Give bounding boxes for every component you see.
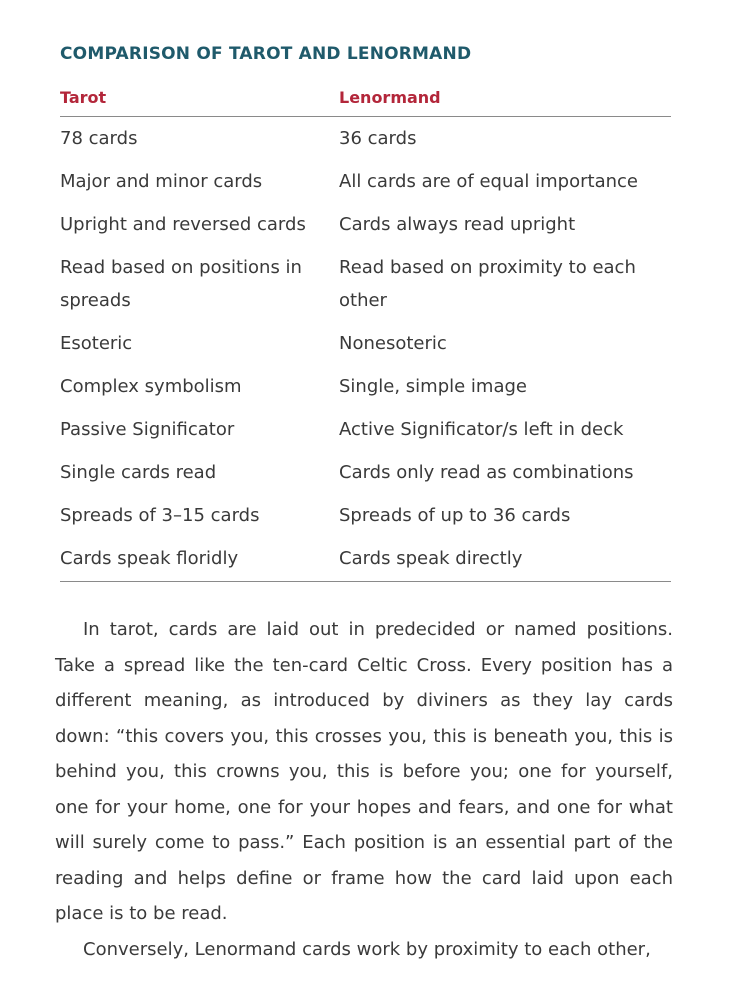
table-cell-lenormand: Single, simple image [339, 376, 527, 397]
table-row [60, 165, 671, 208]
table-cell-tarot: Passive Significator [60, 419, 235, 440]
table-row [60, 117, 671, 166]
table-row [60, 542, 671, 582]
table-row [60, 327, 671, 370]
table-header-row [60, 80, 671, 117]
table-cell-lenormand: Spreads of up to 36 cards [339, 505, 571, 526]
body-paragraph: In tarot, cards are laid out in predecided or named positions. Take a spread like the ten-card Celtic Cross. Every position has a different meaning, as introduced by diviners as they lay cards down: “this covers you, this crosses you, this is beneath you, this is behind you, this crowns you, this is before you; one for yourself, one for your home, one for your hopes and fears, and one for what will surely come to pass.” Each position is an essential part of the reading and helps define or frame how the card laid upon each place is to be read. [55, 619, 673, 924]
table-cell-lenormand: 36 cards [339, 128, 417, 149]
table-row [60, 413, 671, 456]
body-paragraph: Conversely, Lenormand cards work by proximity to each other, [83, 938, 651, 960]
table-cell-tarot: Read based on positions in spreads [60, 257, 302, 311]
column-header-lenormand: Lenormand [339, 80, 671, 117]
table-cell-lenormand: Cards only read as combinations [339, 462, 634, 483]
table-row [60, 456, 671, 499]
table-cell-tarot: Single cards read [60, 462, 217, 483]
table-cell-lenormand: All cards are of equal importance [339, 171, 638, 192]
column-header-tarot: Tarot [60, 80, 339, 117]
table-cell-lenormand: Read based on proximity to each other [339, 257, 636, 311]
table-cell-lenormand: Cards speak directly [339, 542, 671, 582]
table-row [60, 499, 671, 542]
table-cell-tarot: Esoteric [60, 333, 133, 354]
table-cell-tarot: 78 cards [60, 128, 138, 149]
table-title: COMPARISON OF TAROT AND LENORMAND [60, 44, 472, 64]
comparison-table [60, 80, 671, 582]
table-cell-tarot: Cards speak floridly [60, 542, 339, 582]
body-text [55, 612, 673, 967]
table-cell-lenormand: Active Significator/s left in deck [339, 419, 624, 440]
table-cell-tarot: Spreads of 3–15 cards [60, 505, 260, 526]
table-row [60, 251, 671, 327]
table-cell-lenormand: Nonesoteric [339, 333, 447, 354]
table-cell-tarot: Major and minor cards [60, 171, 263, 192]
table-row [60, 208, 671, 251]
table-cell-tarot: Complex symbolism [60, 376, 242, 397]
table-cell-lenormand: Cards always read upright [339, 214, 576, 235]
table-row [60, 370, 671, 413]
table-cell-tarot: Upright and reversed cards [60, 214, 306, 235]
